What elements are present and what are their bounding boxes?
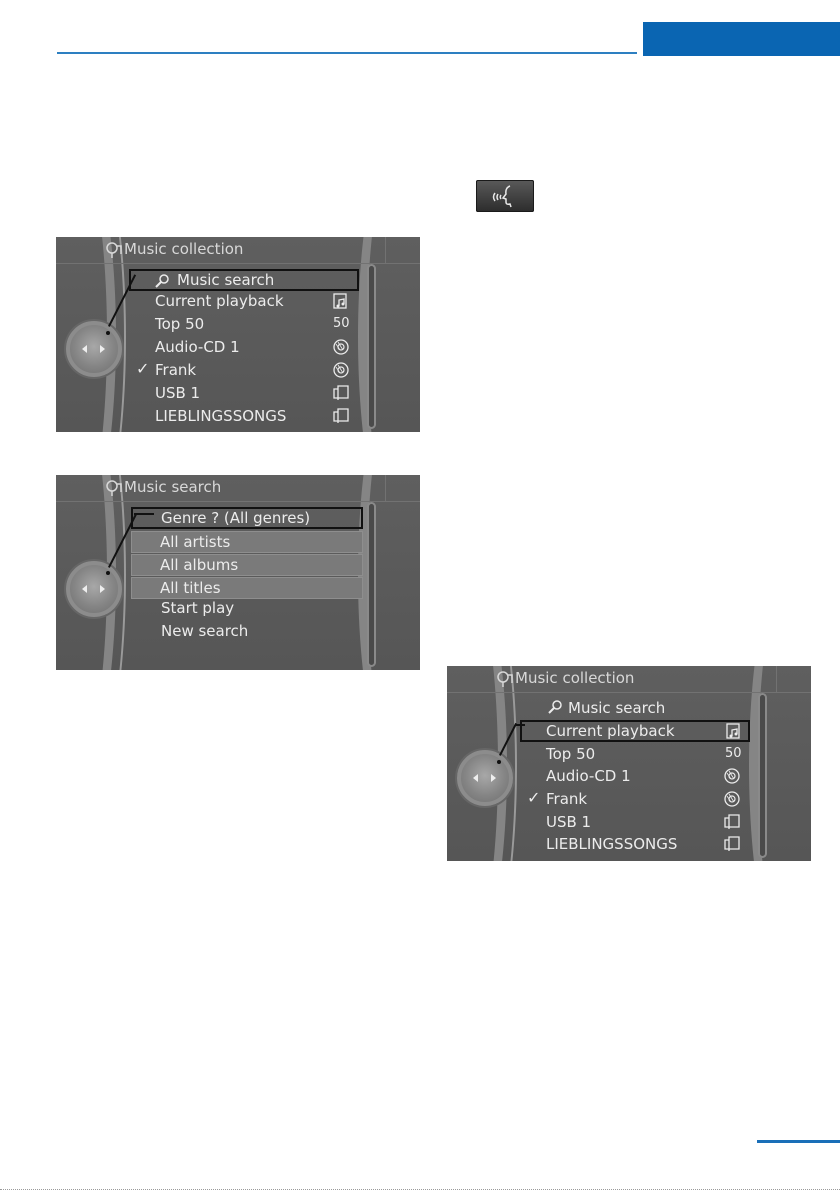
menu-item-top-50[interactable]: Top 50 50 bbox=[546, 745, 742, 763]
menu-item-new-search[interactable]: New search bbox=[161, 622, 249, 640]
voice-command-icon bbox=[490, 183, 520, 209]
menu-item-music-search[interactable]: Music search bbox=[129, 269, 359, 291]
menu-item-start-play[interactable]: Start play bbox=[161, 599, 235, 617]
search-icon bbox=[548, 700, 562, 714]
top-50-count: 50 bbox=[725, 746, 742, 761]
playback-icon bbox=[726, 723, 742, 739]
menu-item-all-titles[interactable]: All titles bbox=[131, 577, 363, 599]
folder-icon bbox=[333, 385, 349, 401]
folder-icon bbox=[333, 408, 349, 424]
cd-icon bbox=[333, 362, 349, 378]
page-bottom-rule bbox=[0, 1189, 840, 1190]
cd-icon bbox=[333, 339, 349, 355]
menu-item-audio-cd-1[interactable]: Audio-CD 1 bbox=[520, 765, 750, 787]
cd-icon bbox=[724, 768, 740, 784]
arrow-left-icon bbox=[82, 585, 87, 593]
menu-item-audio-cd-1[interactable]: Audio-CD 1 bbox=[129, 336, 359, 358]
screen-music-collection-playback bbox=[447, 666, 811, 861]
checkmark-icon: ✓ bbox=[527, 788, 541, 807]
menu-item-genre[interactable]: Genre ? (All genres) bbox=[131, 507, 363, 529]
title-bar bbox=[56, 475, 420, 502]
menu-item-lieblingssongs[interactable]: LIEBLINGSSONGS bbox=[129, 405, 359, 427]
controller-knob[interactable] bbox=[66, 321, 122, 377]
screen-title: Music collection bbox=[124, 240, 244, 258]
screen-title: Music search bbox=[124, 478, 222, 496]
title-bar bbox=[447, 666, 811, 693]
arrow-left-icon bbox=[473, 774, 478, 782]
checkmark-icon: ✓ bbox=[136, 359, 150, 378]
controller-knob[interactable] bbox=[457, 750, 513, 806]
folder-icon bbox=[724, 814, 740, 830]
search-icon bbox=[155, 274, 169, 288]
folder-icon bbox=[724, 836, 740, 852]
menu-item-music-search[interactable]: Music search bbox=[520, 697, 750, 719]
menu-item-frank[interactable]: Frank bbox=[129, 359, 359, 381]
scrollbar[interactable] bbox=[758, 693, 767, 858]
header-rule bbox=[57, 52, 637, 54]
menu-item-current-playback[interactable]: Current playback bbox=[129, 290, 359, 312]
menu-item-usb-1[interactable]: USB 1 bbox=[520, 811, 750, 833]
music-note-icon bbox=[495, 670, 513, 688]
header-tab bbox=[643, 22, 840, 56]
footer-rule bbox=[757, 1140, 840, 1143]
menu-item-usb-1[interactable]: USB 1 bbox=[129, 382, 359, 404]
controller-knob[interactable] bbox=[66, 561, 122, 617]
menu-item-all-artists[interactable]: All artists bbox=[131, 531, 363, 553]
arrow-right-icon bbox=[100, 345, 105, 353]
scrollbar[interactable] bbox=[367, 502, 376, 667]
screen-title: Music collection bbox=[515, 669, 635, 687]
menu-item-current-playback[interactable]: Current playback bbox=[520, 720, 750, 742]
title-bar bbox=[56, 237, 420, 264]
menu-item-top-50[interactable]: Top 50 50 bbox=[155, 315, 350, 333]
cd-icon bbox=[724, 791, 740, 807]
music-note-icon bbox=[104, 479, 122, 497]
voice-command-button[interactable] bbox=[476, 180, 534, 212]
top-50-count: 50 bbox=[333, 316, 350, 331]
playback-icon bbox=[333, 293, 349, 309]
menu-item-lieblingssongs[interactable]: LIEBLINGSSONGS bbox=[520, 833, 750, 855]
scrollbar[interactable] bbox=[367, 264, 376, 429]
screen-music-collection bbox=[56, 237, 420, 432]
music-note-icon bbox=[104, 241, 122, 259]
menu-item-all-albums[interactable]: All albums bbox=[131, 554, 363, 576]
arrow-right-icon bbox=[491, 774, 496, 782]
menu-item-frank[interactable]: Frank bbox=[520, 788, 750, 810]
screen-music-search bbox=[56, 475, 420, 670]
arrow-right-icon bbox=[100, 585, 105, 593]
arrow-left-icon bbox=[82, 345, 87, 353]
